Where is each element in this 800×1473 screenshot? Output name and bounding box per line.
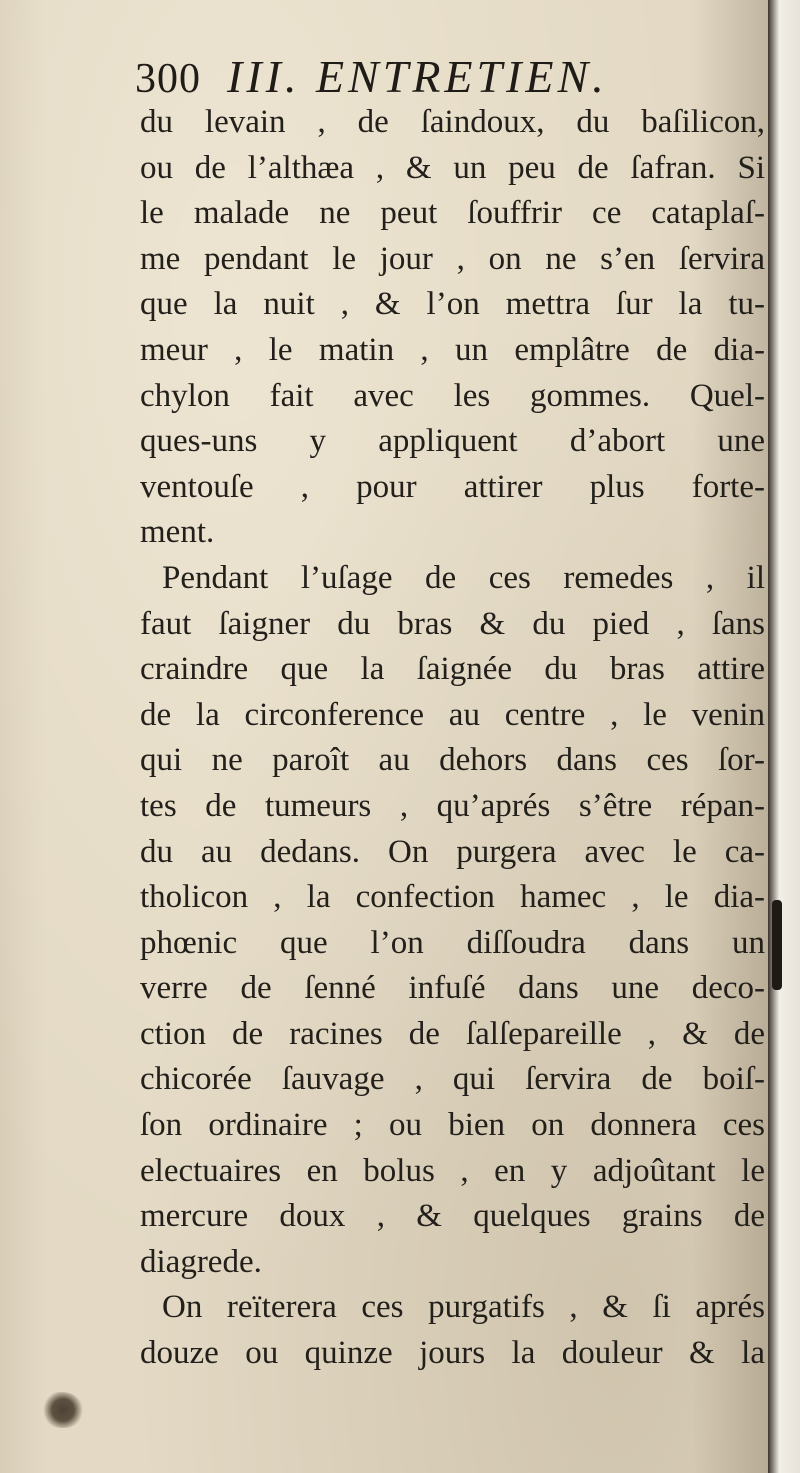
text-line-paragraph-end: ment. (140, 514, 215, 551)
text-line: verre de ſenné infuſé dans une deco- (140, 970, 765, 1007)
text-line-paragraph-end: diagrede. (140, 1243, 262, 1280)
text-line: tholicon , la confection hamec , le dia- (140, 879, 765, 916)
text-line: chylon fait avec les gommes. Quel- (140, 377, 765, 414)
text-line: ſon ordinaire ; ou bien on donnera ces (140, 1107, 765, 1144)
text-line: me pendant le jour , on ne s’en ſervira (140, 240, 765, 277)
text-line: ques-uns y appliquent d’abort une (140, 423, 765, 460)
book-gutter (768, 0, 800, 1473)
text-line: que la nuit , & l’on mettra ſur la tu- (140, 286, 765, 323)
text-line: ou de l’althæa , & un peu de ſafran. Si (140, 149, 765, 186)
page-number: 300 (135, 56, 201, 102)
text-line: chicorée ſauvage , qui ſervira de boiſ- (140, 1061, 765, 1098)
text-line: electuaires en bolus , en y adjoûtant le (140, 1152, 765, 1189)
text-line: faut ſaigner du bras & du pied , ſans (140, 605, 765, 642)
body-text (140, 100, 765, 1377)
ink-stain (42, 1392, 84, 1428)
text-line-paragraph-start: Pendant l’uſage de ces remedes , il (162, 559, 765, 596)
text-line: phœnic que l’on diſſoudra dans un (140, 924, 765, 961)
gutter-shadow-mark (772, 900, 782, 990)
text-line: ventouſe , pour attirer plus forte- (140, 468, 765, 505)
text-line: le malade ne peut ſouffrir ce cataplaſ- (140, 195, 765, 232)
text-line: de la circonference au centre , le venin (140, 696, 765, 733)
text-line: tes de tumeurs , qu’aprés s’être répan- (140, 787, 765, 824)
text-line: craindre que la ſaignée du bras attire (140, 651, 765, 688)
text-line: du au dedans. On purgera avec le ca- (140, 833, 765, 870)
text-line-paragraph-start: On reïterera ces purgatifs , & ſi aprés (162, 1289, 765, 1326)
text-line: du levain , de ſaindoux, du baſilicon, (140, 104, 765, 140)
text-line: meur , le matin , un emplâtre de dia- (140, 331, 765, 368)
text-line: ction de racines de ſalſepareille , & de (140, 1015, 765, 1052)
text-line: mercure doux , & quelques grains de (140, 1198, 765, 1235)
text-line: douze ou quinze jours la douleur & la (140, 1335, 765, 1372)
page-header (135, 50, 735, 104)
running-head: III. ENTRETIEN. (227, 51, 608, 102)
text-line: qui ne paroît au dehors dans ces ſor- (140, 742, 765, 779)
